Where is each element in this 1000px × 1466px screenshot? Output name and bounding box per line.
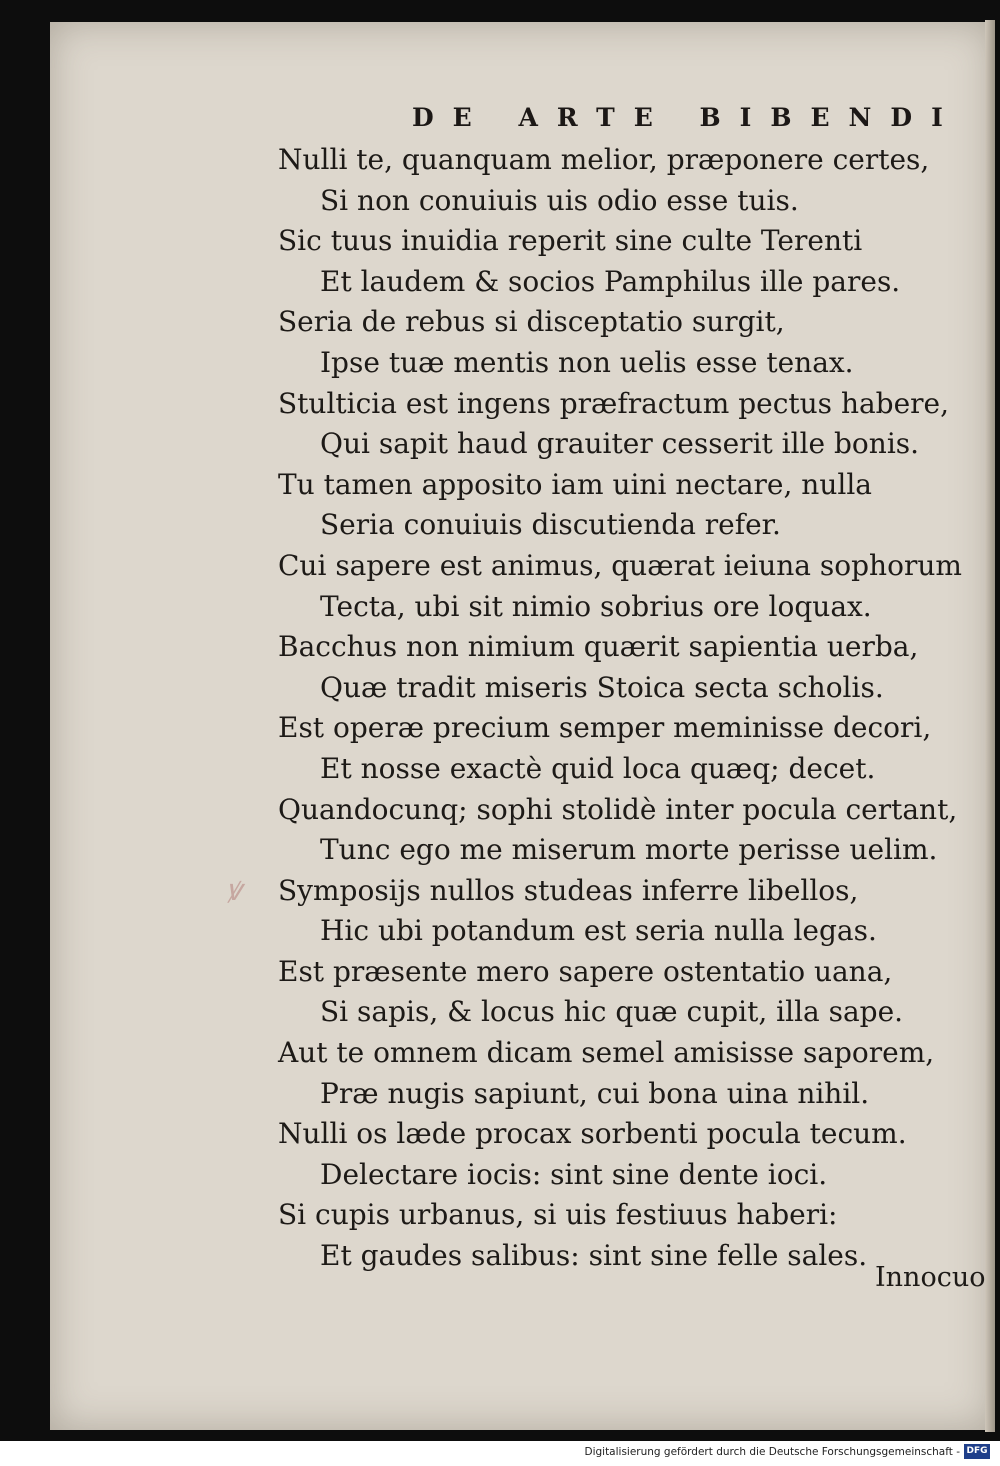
verse-line: Nulli os læde procax sorbenti pocula tecum.: [278, 1117, 907, 1151]
verse-line: Si cupis urbanus, si uis festiuus haberi:: [278, 1198, 838, 1232]
verse-line: Quæ tradit miseris Stoica secta scholis.: [320, 670, 884, 704]
verse-line: Et nosse exactè quid loca quæq; decet.: [320, 751, 876, 785]
running-head: DE ARTE BIBENDI: [412, 103, 962, 132]
verse-line: Symposijs nullos studeas inferre libellos,: [278, 873, 859, 907]
verse-line: Tunc ego me miserum morte perisse uelim.: [320, 833, 938, 867]
verse-line: Est præsente mero sapere ostentatio uana,: [278, 954, 893, 988]
verse-line: Si sapis, & locus hic quæ cupit, illa sape.: [320, 995, 904, 1029]
verse-line: Tu tamen apposito iam uini nectare, nulla: [278, 467, 872, 501]
verse-line: Et gaudes salibus: sint sine felle sales.: [320, 1239, 868, 1273]
catchword: Innocuo: [875, 1262, 986, 1293]
verse-line: Seria de rebus si disceptatio surgit,: [278, 305, 785, 339]
verse-line: Tecta, ubi sit nimio sobrius ore loquax.: [320, 589, 872, 623]
verse-line: Præ nugis sapiunt, cui bona uina nihil.: [320, 1076, 870, 1110]
dfg-logo: DFG: [964, 1444, 990, 1459]
verse-line: Nulli te, quanquam melior, præponere certes,: [278, 143, 930, 176]
verse-line: Et laudem & socios Pamphilus ille pares.: [320, 264, 901, 298]
verse-line: Cui sapere est animus, quærat ieiuna sophorum: [278, 548, 962, 582]
verse-line: Quandocunq; sophi stolidè inter pocula certant,: [278, 792, 958, 826]
verse-line: Stulticia est ingens præfractum pectus habere,: [278, 386, 950, 420]
verse-line: Sic tuus inuidia reperit sine culte Terenti: [278, 224, 863, 258]
verse-block: [278, 140, 962, 1277]
verse-line: Aut te omnem dicam semel amisisse saporem,: [278, 1036, 935, 1070]
verse-line: Qui sapit haud grauiter cesserit ille bonis.: [320, 427, 920, 461]
verse-line: Hic ubi potandum est seria nulla legas.: [320, 914, 877, 948]
verse-line: Bacchus non nimium quærit sapientia uerba,: [278, 630, 919, 664]
verse-line: Si non conuiuis uis odio esse tuis.: [320, 183, 799, 217]
page-edge: [985, 20, 995, 1432]
marginal-annotation-mark: ꝟ: [226, 873, 242, 908]
verse-line: Ipse tuæ mentis non uelis esse tenax.: [320, 345, 854, 379]
verse-line: Est operæ precium semper meminisse decori,: [278, 711, 932, 745]
verse-line: Seria conuiuis discutienda refer.: [320, 508, 781, 542]
footer-credit: Digitalisierung gefördert durch die Deutsche Forschungsgemeinschaft -: [584, 1446, 960, 1458]
verse-line: Delectare iocis: sint sine dente ioci.: [320, 1157, 828, 1191]
